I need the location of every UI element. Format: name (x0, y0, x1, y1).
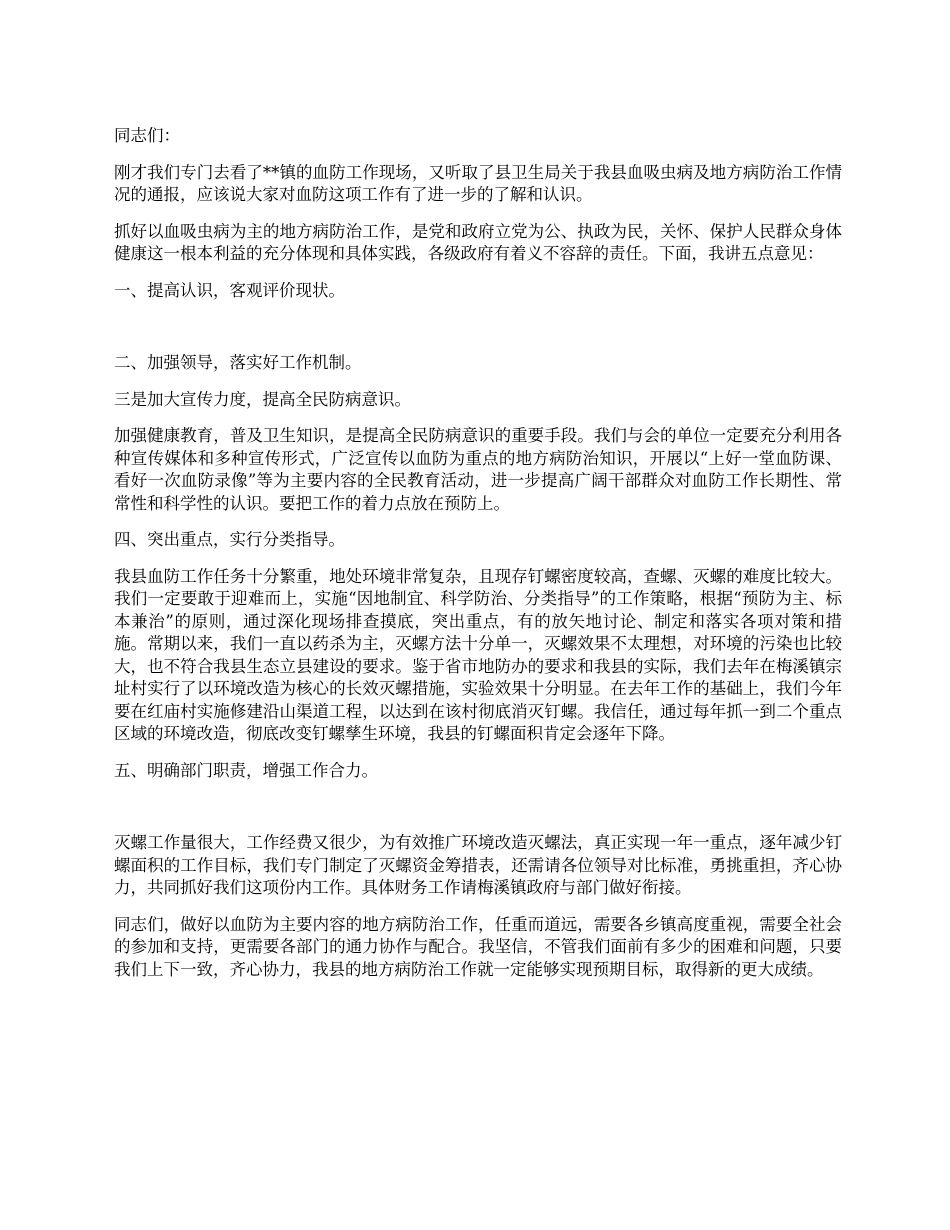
section-heading-1: 一、提高认识，客观评价现状。 (114, 280, 345, 300)
section-4-paragraph: 我县血防工作任务十分繁重，地处环境非常复杂，且现存钉螺密度较高，查螺、灭螺的难度比较大。我们一定要敢于迎难而上，实施“因地制宜、科学防治、分类指导”的工作策略，根据“预防为主、标本兼治”的原则，通过深化现场排查摸底，突出重点，有的放矢地讨论、制定和落实各项对策和措施。常期以来，我们一直以药杀为主，灭螺方法十分单一，灭螺效果不太理想，对环境的污染也比较大，也不符合我县生态立县建设的要求。鉴于省市地防办的要求和我县的实际，我们去年在梅溪镇宗址村实行了以环境改造为核心的长效灭螺措施，实验效果十分明显。在去年工作的基础上，我们今年要在红庙村实施修建沿山渠道工程，以达到在该村彻底消灭钉螺。我信任，通过每年抓一到二个重点区域的环境改造，彻底改变钉螺孳生环境，我县的钉螺面积肯定会逐年下降。 (114, 566, 842, 743)
section-5-paragraph: 灭螺工作量很大，工作经费又很少，为有效推广环境改造灭螺法，真正实现一年一重点，逐年减少钉螺面积的工作目标，我们专门制定了灭螺资金筹措表，还需请各位领导对比标准，勇挑重担，齐心协力，共同抓好我们这项份内工作。具体财务工作请梅溪镇政府与部门做好衔接。 (114, 833, 842, 897)
document-body (114, 125, 842, 995)
section-heading-5: 五、明确部门职责，增强工作合力。 (114, 760, 378, 780)
section-heading-4: 四、突出重点，实行分类指导。 (114, 530, 345, 549)
purpose-paragraph: 抓好以血吸虫病为主的地方病防治工作，是党和政府立党为公、执政为民，关怀、保护人民群众身体健康这一根本利益的充分体现和具体实践，各级政府有着义不容辞的责任。下面，我讲五点意见： (114, 221, 842, 263)
closing-paragraph: 同志们，做好以血防为主要内容的地方病防治工作，任重而道远，需要各乡镇高度重视，需要全社会的参加和支持，更需要各部门的通力协作与配合。我坚信，不管我们面前有多少的困难和问题，只要我们上下一致，齐心协力，我县的地方病防治工作就一定能够实现预期目标，取得新的更大成绩。 (114, 914, 842, 979)
section-3-paragraph: 加强健康教育，普及卫生知识，是提高全民防病意识的重要手段。我们与会的单位一定要充分利用各种宣传媒体和多种宣传形式，广泛宣传以血防为重点的地方病防治知识，开展以“上好一堂血防课、看好一次血防录像”等为主要内容的全民教育活动，进一步提高广阔干部群众对血防工作长期性、常常性和科学性的认识。要把工作的着力点放在预防上。 (114, 426, 842, 513)
section-heading-2: 二、加强领导，落实好工作机制。 (114, 353, 362, 372)
salutation: 同志们： (114, 126, 180, 145)
intro-paragraph: 刚才我们专门去看了**镇的血防工作现场，又听取了县卫生局关于我县血吸虫病及地方病防治工作情况的通报，应该说大家对血防这项工作有了进一步的了解和认识。 (114, 162, 842, 204)
section-heading-3: 三是加大宣传力度，提高全民防病意识。 (114, 389, 411, 409)
